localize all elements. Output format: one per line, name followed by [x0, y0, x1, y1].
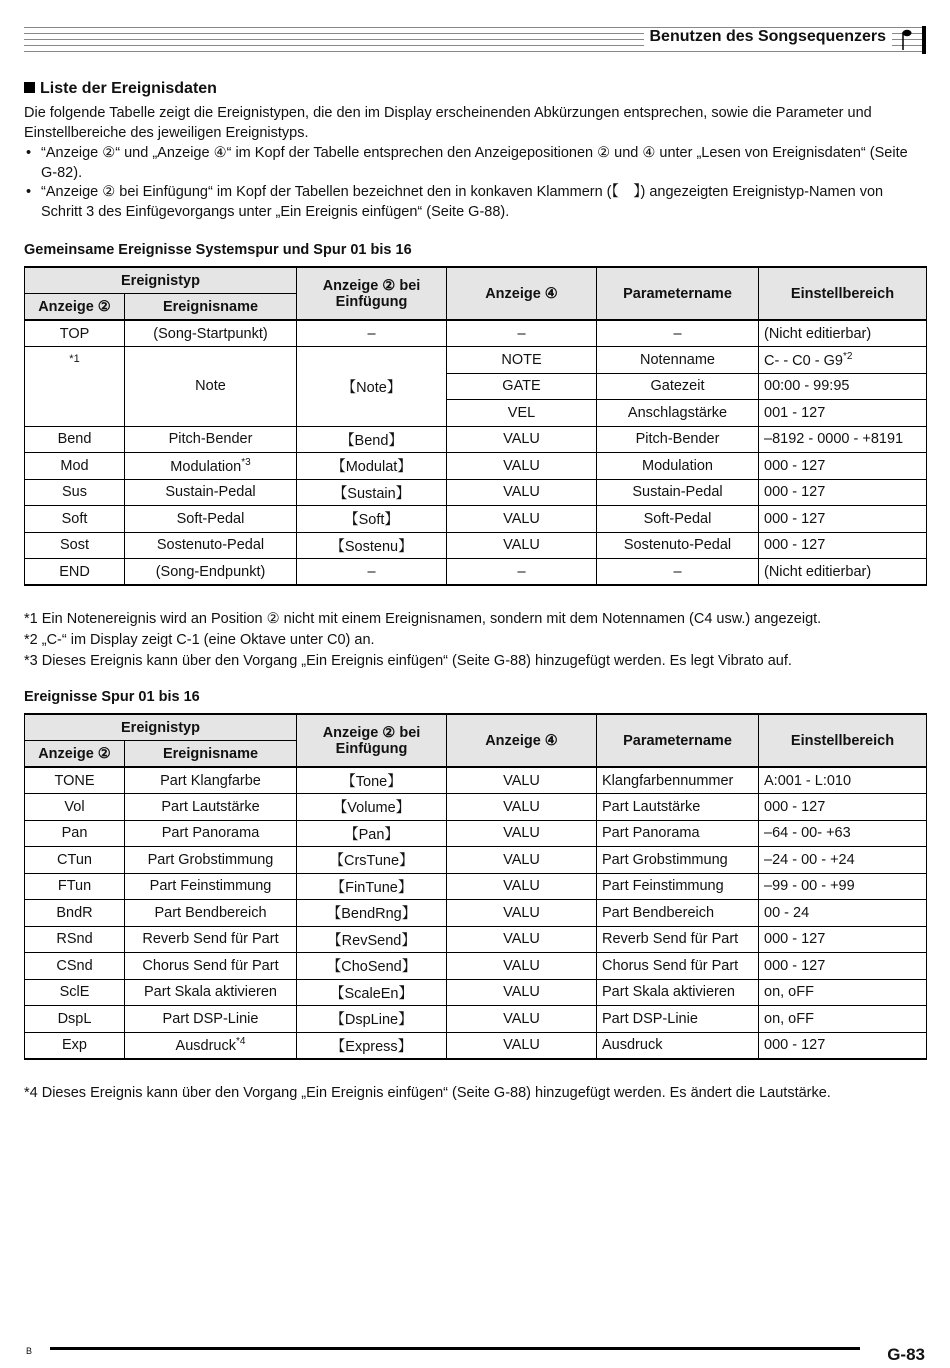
cell-anzeige4: VALU — [447, 426, 597, 453]
cell-range: 000 - 127 — [759, 926, 927, 953]
cell-anzeige4: VALU — [447, 820, 597, 847]
cell-range: 000 - 127 — [759, 532, 927, 559]
header-anzeige2: Anzeige ② — [25, 741, 125, 768]
cell-range: 000 - 127 — [759, 794, 927, 821]
header-einstellbereich: Einstellbereich — [759, 714, 927, 767]
cell-einfuegung: – — [297, 320, 447, 347]
table-row — [25, 794, 927, 821]
header-anzeige2-einfuegung: Anzeige ② bei Einfügung — [297, 714, 447, 767]
bullet-text: “Anzeige ②“ und „Anzeige ④“ im Kopf der Tabelle entsprechen den Anzeigepositionen ② und ④ unter „Lesen von Ereignisdaten“ (Seite G-82). — [41, 145, 908, 181]
cell-param: – — [597, 320, 759, 347]
cell-param: Chorus Send für Part — [597, 953, 759, 980]
cell-anzeige: Exp — [25, 1032, 125, 1059]
cell-name: Note — [125, 347, 297, 427]
music-note-icon — [900, 28, 916, 52]
cell-einfuegung: 【Sustain】 — [297, 479, 447, 506]
cell-anzeige: Bend — [25, 426, 125, 453]
table-row — [25, 873, 927, 900]
cell-range: 000 - 127 — [759, 1032, 927, 1059]
cell-param: Reverb Send für Part — [597, 926, 759, 953]
header-ereignisname: Ereignisname — [125, 741, 297, 768]
cell-range: (Nicht editierbar) — [759, 320, 927, 347]
cell-param: Klangfarbennummer — [597, 767, 759, 794]
cell-anzeige: RSnd — [25, 926, 125, 953]
header-ereignistyp: Ereignistyp — [25, 267, 297, 294]
cell-param: Anschlagstärke — [597, 400, 759, 427]
cell-anzeige4: VALU — [447, 479, 597, 506]
cell-einfuegung: 【FinTune】 — [297, 873, 447, 900]
table-row — [25, 426, 927, 453]
cell-name: (Song-Startpunkt) — [125, 320, 297, 347]
square-bullet-icon — [24, 82, 35, 93]
cell-einfuegung: 【Volume】 — [297, 794, 447, 821]
table-row — [25, 532, 927, 559]
cell-anzeige: TOP — [25, 320, 125, 347]
cell-anzeige: BndR — [25, 900, 125, 927]
cell-param: Gatezeit — [597, 373, 759, 400]
bullet-item — [24, 144, 924, 183]
header-parametername: Parametername — [597, 267, 759, 320]
table1-caption: Gemeinsame Ereignisse Systemspur und Spur 01 bis 16 — [24, 242, 412, 258]
cell-name: Pitch-Bender — [125, 426, 297, 453]
cell-param: Notenname — [597, 347, 759, 374]
cell-name: Part DSP-Linie — [125, 1006, 297, 1033]
table-row — [25, 847, 927, 874]
cell-name: Reverb Send für Part — [125, 926, 297, 953]
cell-param: Ausdruck — [597, 1032, 759, 1059]
footer-rule — [50, 1347, 860, 1350]
cell-name: Ausdruck$^{*4}$ — [125, 1032, 297, 1059]
table-row — [25, 953, 927, 980]
cell-param: Part Grobstimmung — [597, 847, 759, 874]
table-row — [25, 1032, 927, 1059]
section-title: Liste der Ereignisdaten — [24, 80, 217, 98]
cell-anzeige4: VALU — [447, 506, 597, 533]
page-number: G-83 — [887, 1345, 925, 1364]
table-row — [25, 926, 927, 953]
cell-einfuegung: 【Express】 — [297, 1032, 447, 1059]
cell-param: Part Skala aktivieren — [597, 979, 759, 1006]
cell-name: Part Lautstärke — [125, 794, 297, 821]
cell-param: Part Bendbereich — [597, 900, 759, 927]
cell-anzeige: Sus — [25, 479, 125, 506]
table-row — [25, 820, 927, 847]
footnote-ref: *4 — [236, 1036, 246, 1048]
header-title: Benutzen des Songsequenzers — [644, 28, 893, 46]
cell-name: Part Klangfarbe — [125, 767, 297, 794]
cell-einfuegung: 【Soft】 — [297, 506, 447, 533]
cell-name: Part Bendbereich — [125, 900, 297, 927]
cell-anzeige4: – — [447, 559, 597, 586]
cell-anzeige4: VALU — [447, 767, 597, 794]
cell-anzeige4: GATE — [447, 373, 597, 400]
table-row — [25, 479, 927, 506]
cell-param: Part Lautstärke — [597, 794, 759, 821]
page-header — [24, 26, 926, 56]
cell-einfuegung: 【Tone】 — [297, 767, 447, 794]
table-row — [25, 979, 927, 1006]
bullet-item — [24, 183, 924, 222]
cell-range: –8192 - 0000 - +8191 — [759, 426, 927, 453]
cell-name: Modulation$^{*3}$ — [125, 453, 297, 480]
cell-anzeige4: – — [447, 320, 597, 347]
cell-name: Part Skala aktivieren — [125, 979, 297, 1006]
cell-anzeige4: VALU — [447, 794, 597, 821]
cell-range: 000 - 127 — [759, 506, 927, 533]
cell-einfuegung: 【DspLine】 — [297, 1006, 447, 1033]
cell-param: Soft-Pedal — [597, 506, 759, 533]
cell-param: Sustain-Pedal — [597, 479, 759, 506]
cell-einfuegung: 【Bend】 — [297, 426, 447, 453]
cell-anzeige4: VEL — [447, 400, 597, 427]
cell-anzeige: TONE — [25, 767, 125, 794]
cell-anzeige: DspL — [25, 1006, 125, 1033]
cell-anzeige: END — [25, 559, 125, 586]
cell-range: 00:00 - 99:95 — [759, 373, 927, 400]
cell-anzeige: Mod — [25, 453, 125, 480]
cell-param: Part DSP-Linie — [597, 1006, 759, 1033]
header-einstellbereich: Einstellbereich — [759, 267, 927, 320]
cell-param: – — [597, 559, 759, 586]
cell-anzeige: CSnd — [25, 953, 125, 980]
cell-name: Sustain-Pedal — [125, 479, 297, 506]
table-row — [25, 559, 927, 586]
table2-caption: Ereignisse Spur 01 bis 16 — [24, 689, 200, 705]
cell-einfuegung: 【ScaleEn】 — [297, 979, 447, 1006]
table1 — [24, 266, 927, 586]
header-ereignistyp: Ereignistyp — [25, 714, 297, 741]
cell-anzeige4: VALU — [447, 1006, 597, 1033]
cell-anzeige4: VALU — [447, 953, 597, 980]
cell-einfuegung: 【RevSend】 — [297, 926, 447, 953]
cell-range: –64 - 00- +63 — [759, 820, 927, 847]
cell-anzeige: Soft — [25, 506, 125, 533]
table2 — [24, 713, 927, 1060]
header-edge-bar — [922, 26, 926, 54]
cell-anzeige4: VALU — [447, 532, 597, 559]
cell-anzeige4: VALU — [447, 926, 597, 953]
cell-anzeige4: VALU — [447, 979, 597, 1006]
cell-name: Soft-Pedal — [125, 506, 297, 533]
cell-anzeige: CTun — [25, 847, 125, 874]
cell-anzeige4: VALU — [447, 847, 597, 874]
footnote: *4 Dieses Ereignis kann über den Vorgang „Ein Ereignis einfügen“ (Seite G-88) hinzugefügt werden. Es ändert die Lautstärke. — [24, 1085, 831, 1101]
footnote: *2 „C-“ im Display zeigt C-1 (eine Oktave unter C0) an. — [24, 632, 375, 648]
cell-name: Part Panorama — [125, 820, 297, 847]
cell-anzeige: Vol — [25, 794, 125, 821]
cell-name: (Song-Endpunkt) — [125, 559, 297, 586]
bullet-text: “Anzeige ② bei Einfügung“ im Kopf der Tabellen bezeichnet den in konkaven Klammern (【 】) angezeigten Ereignistyp-Namen von Schritt 3 des Einfügevorgangs unter „Ein Ereignis einfügen“ (Seite G-88). — [41, 184, 884, 220]
cell-range: (Nicht editierbar) — [759, 559, 927, 586]
cell-einfuegung: 【Sostenu】 — [297, 532, 447, 559]
cell-einfuegung: 【Pan】 — [297, 820, 447, 847]
footnote-ref: *3 — [241, 456, 251, 468]
cell-name: Part Grobstimmung — [125, 847, 297, 874]
table-row — [25, 767, 927, 794]
cell-anzeige: SclE — [25, 979, 125, 1006]
cell-range: on, oFF — [759, 979, 927, 1006]
header-parametername: Parametername — [597, 714, 759, 767]
cell-einfuegung: 【Modulat】 — [297, 453, 447, 480]
cell-param: Part Feinstimmung — [597, 873, 759, 900]
cell-einfuegung: – — [297, 559, 447, 586]
cell-anzeige: Pan — [25, 820, 125, 847]
table-row — [25, 1006, 927, 1033]
cell-anzeige: Sost — [25, 532, 125, 559]
cell-name: Sostenuto-Pedal — [125, 532, 297, 559]
cell-einfuegung: 【BendRng】 — [297, 900, 447, 927]
cell-name: Part Feinstimmung — [125, 873, 297, 900]
cell-range: C- - C0 - G9$^{*2}$ — [759, 347, 927, 374]
intro-paragraph: Die folgende Tabelle zeigt die Ereignistypen, die den im Display erscheinenden Abkürzungen entsprechen, sowie die Parameter und Einstellbereiche des jeweiligen Ereignistyps. — [24, 105, 872, 141]
cell-param: Sostenuto-Pedal — [597, 532, 759, 559]
table-row — [25, 453, 927, 480]
cell-name: Chorus Send für Part — [125, 953, 297, 980]
cell-anzeige4: VALU — [447, 900, 597, 927]
bullet-dot: • — [26, 145, 32, 161]
table-row — [25, 506, 927, 533]
cell-range: 000 - 127 — [759, 453, 927, 480]
cell-range: –99 - 00 - +99 — [759, 873, 927, 900]
header-ereignisname: Ereignisname — [125, 294, 297, 321]
footnote-ref: *2 — [842, 350, 853, 362]
cell-anzeige: *1 — [25, 347, 125, 427]
cell-range: 00 - 24 — [759, 900, 927, 927]
table-row — [25, 320, 927, 347]
cell-range: 000 - 127 — [759, 479, 927, 506]
table-row — [25, 900, 927, 927]
cell-anzeige4: NOTE — [447, 347, 597, 374]
footnote: *1 Ein Notenereignis wird an Position ② nicht mit einem Ereignisnamen, sondern mit dem Notennamen (C4 usw.) angezeigt. — [24, 611, 822, 627]
cell-param: Part Panorama — [597, 820, 759, 847]
cell-einfuegung: 【ChoSend】 — [297, 953, 447, 980]
cell-range: 000 - 127 — [759, 953, 927, 980]
header-anzeige2-einfuegung: Anzeige ② bei Einfügung — [297, 267, 447, 320]
cell-param: Pitch-Bender — [597, 426, 759, 453]
footer-code: B — [26, 1346, 33, 1356]
header-anzeige4: Anzeige ④ — [447, 714, 597, 767]
cell-range: A:001 - L:010 — [759, 767, 927, 794]
bullet-dot: • — [26, 184, 32, 200]
footnote: *3 Dieses Ereignis kann über den Vorgang „Ein Ereignis einfügen“ (Seite G-88) hinzugefügt werden. Es legt Vibrato auf. — [24, 653, 792, 669]
cell-einfuegung: 【Note】 — [297, 347, 447, 427]
cell-range: 001 - 127 — [759, 400, 927, 427]
cell-param: Modulation — [597, 453, 759, 480]
cell-anzeige4: VALU — [447, 1032, 597, 1059]
cell-einfuegung: 【CrsTune】 — [297, 847, 447, 874]
cell-anzeige4: VALU — [447, 873, 597, 900]
cell-range: –24 - 00 - +24 — [759, 847, 927, 874]
header-anzeige2: Anzeige ② — [25, 294, 125, 321]
table-row — [25, 347, 927, 374]
cell-anzeige: FTun — [25, 873, 125, 900]
header-anzeige4: Anzeige ④ — [447, 267, 597, 320]
cell-range: on, oFF — [759, 1006, 927, 1033]
cell-anzeige4: VALU — [447, 453, 597, 480]
